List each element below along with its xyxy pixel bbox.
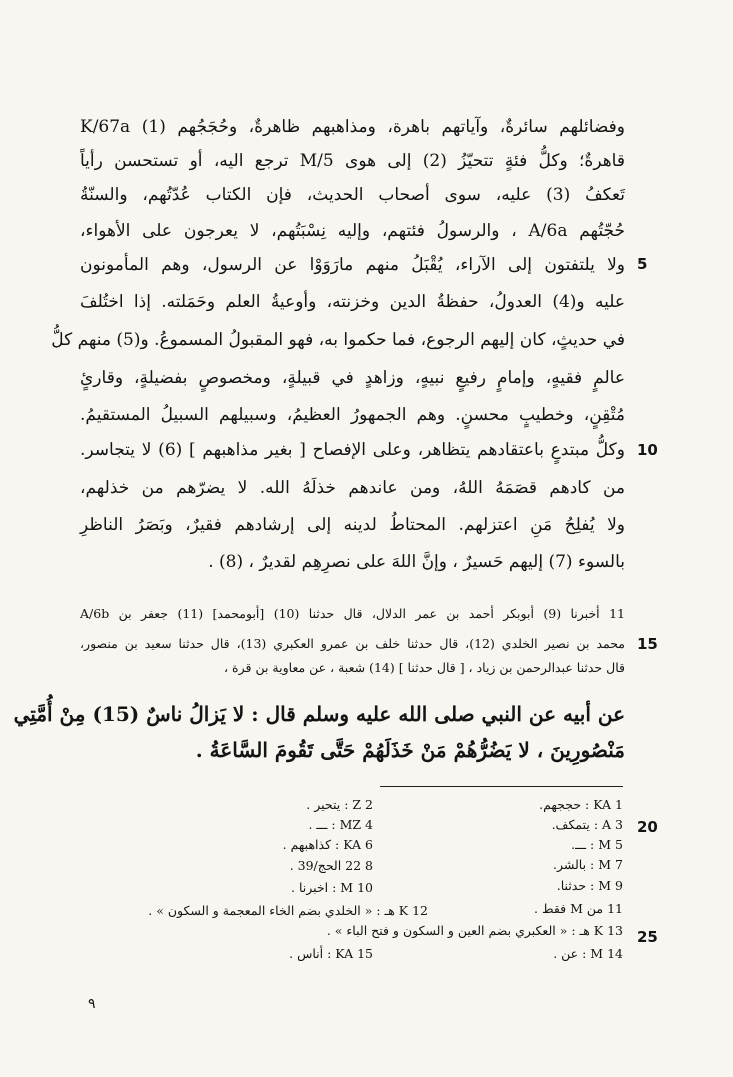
text-line-13: بالسوء (7) إليهم حَسيرٌ ، وإنَّ اللهَ على نصرِهِم لقديرٌ ، (8) . xyxy=(208,552,625,572)
footnote-10: 10 M : اخبرنا . xyxy=(291,880,373,895)
footnote-8: 8 22 الحج/39 . xyxy=(289,858,373,873)
text-line-7: في حديثٍ، كان إليهم الرجوع، فما حكموا به، فهو المقبولُ المسموعُ. و(5) منهم كلُّ xyxy=(51,330,625,350)
text-line-4: حُجّتُهم A/6a ، والرسولُ فئتهم، وإليه نِسْبَتُهم، لا يعرجون على الأهواء، xyxy=(80,221,625,241)
line-number-15: 15 xyxy=(637,635,658,653)
hadith-line-2: مَنْصُورِينَ ، لا يَضُرُّهُمْ مَنْ خَذَلَهُمْ حَتَّى تَقُومَ السَّاعَةُ . xyxy=(195,738,625,762)
line-number-20: 20 xyxy=(637,818,658,836)
isnad-line-2: محمد بن نصير الخلدي (12)، قال حدثنا خلف بن عمرو العكبري (13)، قال حدثنا سعيد بن منصور، xyxy=(80,636,625,651)
line-number-25: 25 xyxy=(637,928,658,946)
text-line-8: عالمٍ فقيهٍ، وإمامٍ رفيعٍ نبيهٍ، وزاهدٍ في قبيلةٍ، ومخصوصٍ بفضيلةٍ، وقارئٍ xyxy=(80,368,625,388)
isnad-line-1: 11 أخبرنا (9) أبوبكر أحمد بن عمر الدلال، قال حدثنا (10) [أبومحمد] (11) جعفر بن A/6b xyxy=(80,606,625,621)
footnote-12: 12 K هـ : « الخلدي بضم الخاء المعجمة و السكون » . xyxy=(148,903,428,918)
line-number-10: 10 xyxy=(637,441,658,459)
isnad-line-3: قال حدثنا عبدالرحمن بن زياد ، [ قال حدثنا ] (14) شعبة ، عن معاوية بن قرة ، xyxy=(224,660,625,675)
footnote-7: 7 M : بالشر. xyxy=(552,857,623,872)
text-line-12: ولا يُفلِحُ مَنِ اعتزلهم. المحتاطُ لدينه إلى إرشادهم فقيرٌ، وبَصَرُ الناظرِ xyxy=(80,515,625,535)
footnote-3: 3 A : يتمكف. xyxy=(551,817,623,832)
text-line-5: ولا يلتفتون إلى الآراء، يُقْبَلُ منهم مارَوَوْا عن الرسول، وهم المأمونون xyxy=(80,255,625,275)
text-line-3: تَعكفُ (3) عليه، سوى أصحاب الحديث، فإن الكتاب عُدّتُهم، والسنّةُ xyxy=(80,185,625,205)
text-line-6: عليه و(4) العدولُ، حفظةُ الدين وخزنته، وأوعيةُ العلم وحَمَلته. إذا اختُلفَ xyxy=(80,292,625,312)
footnote-9: 9 M : حدثنا. xyxy=(556,878,623,893)
text-line-10: وكلُّ مبتدعٍ باعتقادهم يتظاهر، وعلى الإفصاح [ بغير مذاهبهم ] (6) لا يتجاسر. xyxy=(80,440,625,460)
text-line-1: وفضائلهم سائرةٌ، وآياتهم باهرة، ومذاهبهم ظاهرةٌ، وحُجَجُهم (1) K/67a xyxy=(80,117,625,137)
text-line-11: من كادهم قصَمَهُ اللهُ، ومن عاندهم خذلَهُ الله. لا يضرّهم من خذلهم، xyxy=(80,478,625,498)
page-number: ٩ xyxy=(88,996,96,1012)
footnote-5: 5 M : ـــ. xyxy=(571,837,623,852)
footnote-11: 11 من M فقط . xyxy=(534,901,623,916)
text-line-2: قاهرةٌ؛ وكلُّ فئةٍ تتحيّزُ (2) إلى هوى M/5 ترجع اليه، أو تستحسن رأياً xyxy=(80,151,625,171)
footnote-rule xyxy=(380,786,623,787)
footnote-13: 13 K هـ : « العكبري بضم العين و السكون و فتح الباء » . xyxy=(326,923,623,938)
footnote-14: 14 M : عن . xyxy=(553,946,623,961)
footnote-2: 2 Z : يتحير . xyxy=(306,797,373,812)
footnote-4: 4 MZ : ـــ . xyxy=(308,817,373,832)
text-line-9: مُتْقِنٍ، وخطيبٍ محسنٍ. وهم الجمهورُ العظيمُ، وسبيلهم السبيلُ المستقيمُ. xyxy=(80,405,625,425)
footnote-6: 6 KA : كذاهبهم . xyxy=(282,837,373,852)
line-number-5: 5 xyxy=(637,255,648,273)
footnote-1: 1 KA : حججهم. xyxy=(539,797,623,812)
hadith-line-1: عن أبيه عن النبي صلى الله عليه وسلم قال : لا يَزالُ ناسٌ (15) مِنْ أُمَّتِي xyxy=(13,702,625,726)
footnote-15: 15 KA : أناس . xyxy=(289,946,373,961)
